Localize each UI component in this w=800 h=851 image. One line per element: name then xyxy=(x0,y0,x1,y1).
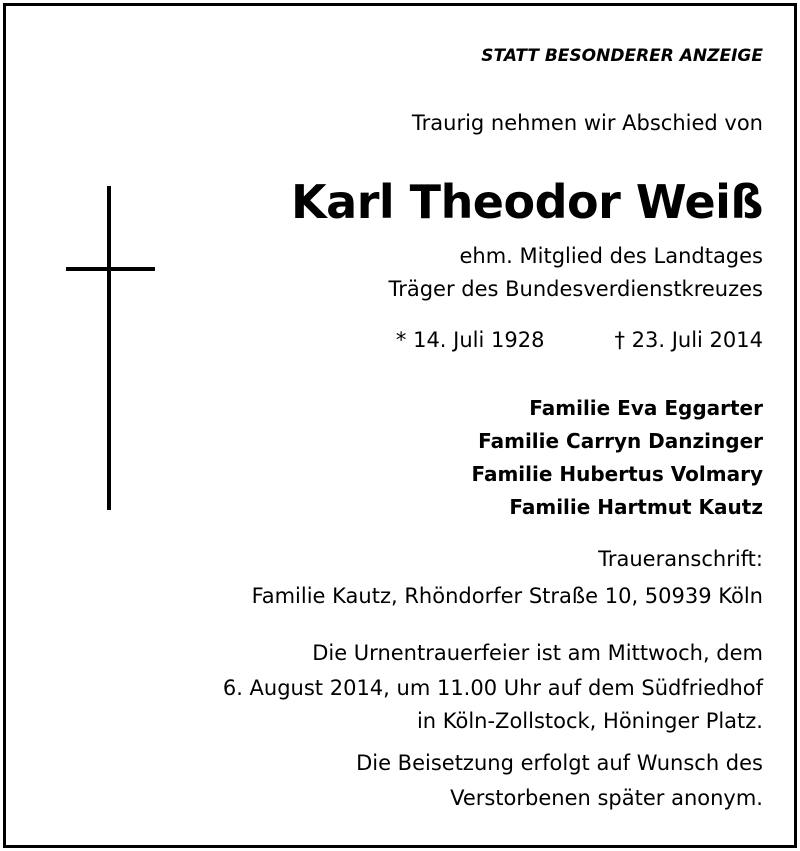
birth-date: * 14. Juli 1928 xyxy=(395,328,545,352)
cross-icon xyxy=(107,186,111,510)
address-line: Familie Kautz, Rhöndorfer Straße 10, 50939 Köln xyxy=(251,584,763,608)
family-name: Familie Carryn Danzinger xyxy=(478,429,763,453)
intro-text: Traurig nehmen wir Abschied von xyxy=(411,111,763,135)
title-line: ehm. Mitglied des Landtages xyxy=(459,244,763,268)
ceremony-line: Die Urnentrauerfeier ist am Mittwoch, dem xyxy=(312,641,763,665)
death-date: † 23. Juli 2014 xyxy=(614,328,763,352)
cross-icon-bar xyxy=(66,267,155,271)
life-dates xyxy=(396,328,763,352)
family-name: Familie Eva Eggarter xyxy=(529,396,763,420)
notice-header: STATT BESONDERER ANZEIGE xyxy=(481,46,763,66)
family-name: Familie Hartmut Kautz xyxy=(509,495,763,519)
ceremony-line: in Köln-Zollstock, Höninger Platz. xyxy=(416,709,763,733)
burial-line: Verstorbenen später anonym. xyxy=(450,786,763,810)
deceased-name: Karl Theodor Weiß xyxy=(291,175,763,229)
ceremony-line: 6. August 2014, um 11.00 Uhr auf dem Südfriedhof xyxy=(222,676,763,700)
title-line: Träger des Bundesverdienstkreuzes xyxy=(388,277,763,301)
family-name: Familie Hubertus Volmary xyxy=(471,462,763,486)
burial-line: Die Beisetzung erfolgt auf Wunsch des xyxy=(356,751,763,775)
address-label: Traueranschrift: xyxy=(598,547,763,571)
